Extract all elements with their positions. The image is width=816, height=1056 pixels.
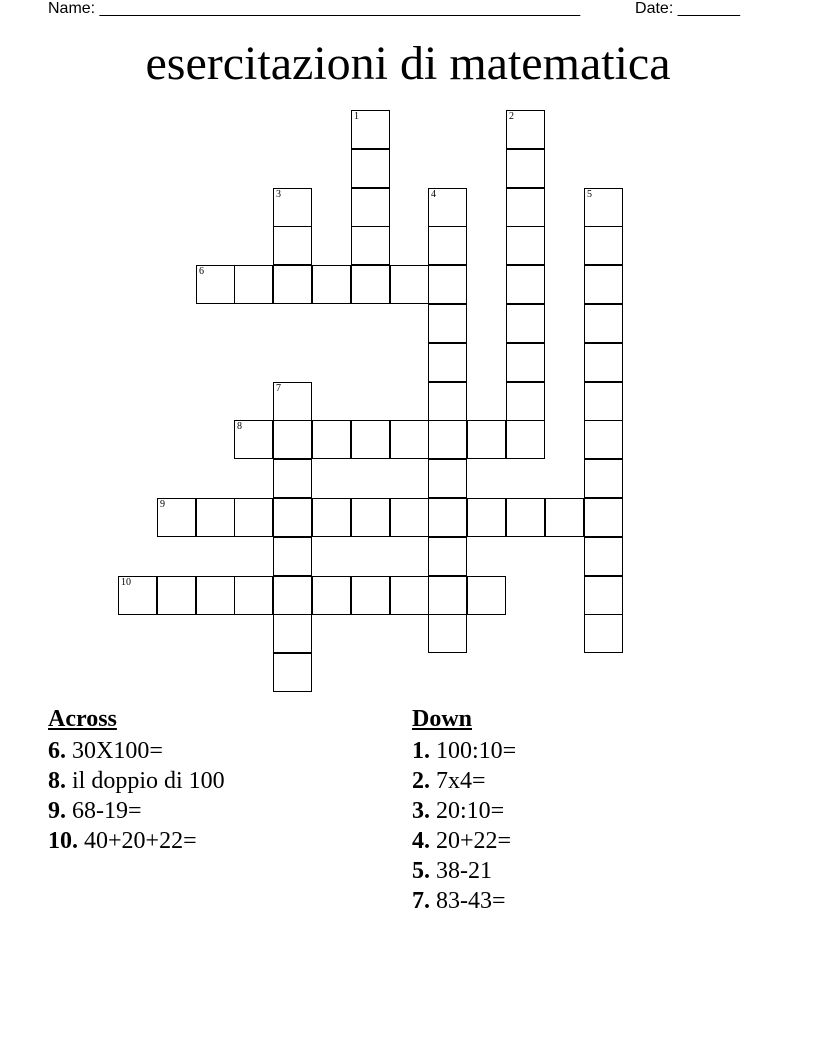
cell-number: 2 <box>509 111 514 122</box>
crossword-cell[interactable] <box>428 614 467 653</box>
crossword-cell[interactable] <box>506 149 545 188</box>
across-heading: Across <box>48 706 117 732</box>
down-clue <box>412 856 516 886</box>
clue-text: il doppio di 100 <box>72 768 225 794</box>
crossword-cell[interactable] <box>273 576 312 615</box>
crossword-cell[interactable] <box>273 459 312 498</box>
crossword-cell[interactable] <box>584 576 623 615</box>
crossword-cell[interactable] <box>428 498 467 537</box>
down-clues <box>412 704 516 916</box>
crossword-cell[interactable] <box>506 304 545 343</box>
crossword-cell[interactable] <box>584 265 623 304</box>
page-title: esercitazioni di matematica <box>145 37 671 90</box>
crossword-cell[interactable] <box>157 576 196 615</box>
crossword-cell[interactable] <box>467 498 506 537</box>
crossword-cell[interactable] <box>351 149 390 188</box>
crossword-cell[interactable] <box>584 498 623 537</box>
date-field: Date: _______ <box>635 0 740 17</box>
across-clue <box>48 736 225 766</box>
cell-number: 7 <box>276 383 281 394</box>
crossword-cell[interactable] <box>584 420 623 459</box>
name-field: Name: ______________________________________________________ <box>48 0 581 17</box>
cell-number: 9 <box>160 499 165 510</box>
crossword-cell[interactable] <box>467 576 506 615</box>
crossword-cell[interactable] <box>157 498 196 537</box>
crossword-cell[interactable] <box>584 226 623 265</box>
clue-text: 83-43= <box>436 888 506 914</box>
clue-number: 4. <box>412 828 430 854</box>
crossword-cell[interactable] <box>428 265 467 304</box>
clue-number: 8. <box>48 768 66 794</box>
cell-number: 10 <box>121 577 131 588</box>
clue-number: 1. <box>412 738 430 764</box>
crossword-cell[interactable] <box>467 420 506 459</box>
crossword-cell[interactable] <box>273 614 312 653</box>
crossword-cell[interactable] <box>312 420 351 459</box>
crossword-cell[interactable] <box>196 498 235 537</box>
crossword-cell[interactable] <box>351 188 390 227</box>
clue-text: 40+20+22= <box>84 828 197 854</box>
cell-number: 4 <box>431 189 436 200</box>
crossword-cell[interactable] <box>428 382 467 421</box>
crossword-cell[interactable] <box>234 420 273 459</box>
crossword-cell[interactable] <box>234 576 273 615</box>
crossword-cell[interactable] <box>584 537 623 576</box>
crossword-cell[interactable] <box>390 498 429 537</box>
down-clue <box>412 766 516 796</box>
crossword-cell[interactable] <box>390 420 429 459</box>
crossword-cell[interactable] <box>428 343 467 382</box>
crossword-cell[interactable] <box>584 459 623 498</box>
clue-text: 20+22= <box>436 828 512 854</box>
clue-number: 2. <box>412 768 430 794</box>
cell-number: 3 <box>276 189 281 200</box>
crossword-cell[interactable] <box>584 382 623 421</box>
down-heading: Down <box>412 706 473 732</box>
crossword-cell[interactable] <box>584 304 623 343</box>
crossword-cell[interactable] <box>428 304 467 343</box>
cell-number: 6 <box>199 266 204 277</box>
clue-number: 6. <box>48 738 66 764</box>
crossword-cell[interactable] <box>196 576 235 615</box>
crossword-cell[interactable] <box>351 226 390 265</box>
clue-number: 10. <box>48 828 78 854</box>
crossword-cell[interactable] <box>584 188 623 227</box>
crossword-cell[interactable] <box>506 188 545 227</box>
down-clue <box>412 886 516 916</box>
crossword-cell[interactable] <box>273 226 312 265</box>
crossword-cell[interactable] <box>506 343 545 382</box>
crossword-cell[interactable] <box>506 265 545 304</box>
down-clue <box>412 736 516 766</box>
crossword-cell[interactable] <box>312 576 351 615</box>
across-clues <box>48 704 225 856</box>
crossword-cell[interactable] <box>545 498 584 537</box>
clue-number: 9. <box>48 798 66 824</box>
crossword-cell[interactable] <box>273 382 312 421</box>
crossword-cell[interactable] <box>506 382 545 421</box>
crossword-cell[interactable] <box>428 226 467 265</box>
crossword-cell[interactable] <box>273 265 312 304</box>
crossword-cell[interactable] <box>273 498 312 537</box>
crossword-cell[interactable] <box>234 498 273 537</box>
crossword-cell[interactable] <box>584 614 623 653</box>
clue-text: 100:10= <box>436 738 517 764</box>
crossword-cell[interactable] <box>118 576 157 615</box>
crossword-cell[interactable] <box>351 420 390 459</box>
crossword-cell[interactable] <box>273 653 312 692</box>
clue-text: 68-19= <box>72 798 142 824</box>
clue-text: 38-21 <box>436 858 492 884</box>
crossword-cell[interactable] <box>273 420 312 459</box>
crossword-cell[interactable] <box>312 498 351 537</box>
crossword-cell[interactable] <box>273 188 312 227</box>
crossword-cell[interactable] <box>390 265 429 304</box>
clue-number: 3. <box>412 798 430 824</box>
crossword-cell[interactable] <box>428 537 467 576</box>
across-clue <box>48 766 225 796</box>
crossword-cell[interactable] <box>506 110 545 149</box>
across-clue <box>48 826 225 856</box>
cell-number: 8 <box>237 421 242 432</box>
crossword-cell[interactable] <box>428 576 467 615</box>
crossword-cell[interactable] <box>428 420 467 459</box>
clue-text: 7x4= <box>436 768 486 794</box>
crossword-cell[interactable] <box>351 265 390 304</box>
crossword-cell[interactable] <box>428 459 467 498</box>
crossword-cell[interactable] <box>312 265 351 304</box>
crossword-cell[interactable] <box>273 537 312 576</box>
crossword-cell[interactable] <box>428 188 467 227</box>
crossword-cell[interactable] <box>351 110 390 149</box>
cell-number: 5 <box>587 189 592 200</box>
crossword-cell[interactable] <box>351 498 390 537</box>
crossword-cell[interactable] <box>506 498 545 537</box>
crossword-cell[interactable] <box>506 226 545 265</box>
cell-number: 1 <box>354 111 359 122</box>
clue-number: 7. <box>412 888 430 914</box>
crossword-cell[interactable] <box>234 265 273 304</box>
down-clue <box>412 796 516 826</box>
crossword-cell[interactable] <box>351 576 390 615</box>
across-clue <box>48 796 225 826</box>
crossword-cell[interactable] <box>506 420 545 459</box>
down-clue <box>412 826 516 856</box>
crossword-cell[interactable] <box>584 343 623 382</box>
clue-number: 5. <box>412 858 430 884</box>
crossword-cell[interactable] <box>390 576 429 615</box>
clue-text: 30X100= <box>72 738 163 764</box>
clue-text: 20:10= <box>436 798 505 824</box>
crossword-cell[interactable] <box>196 265 235 304</box>
